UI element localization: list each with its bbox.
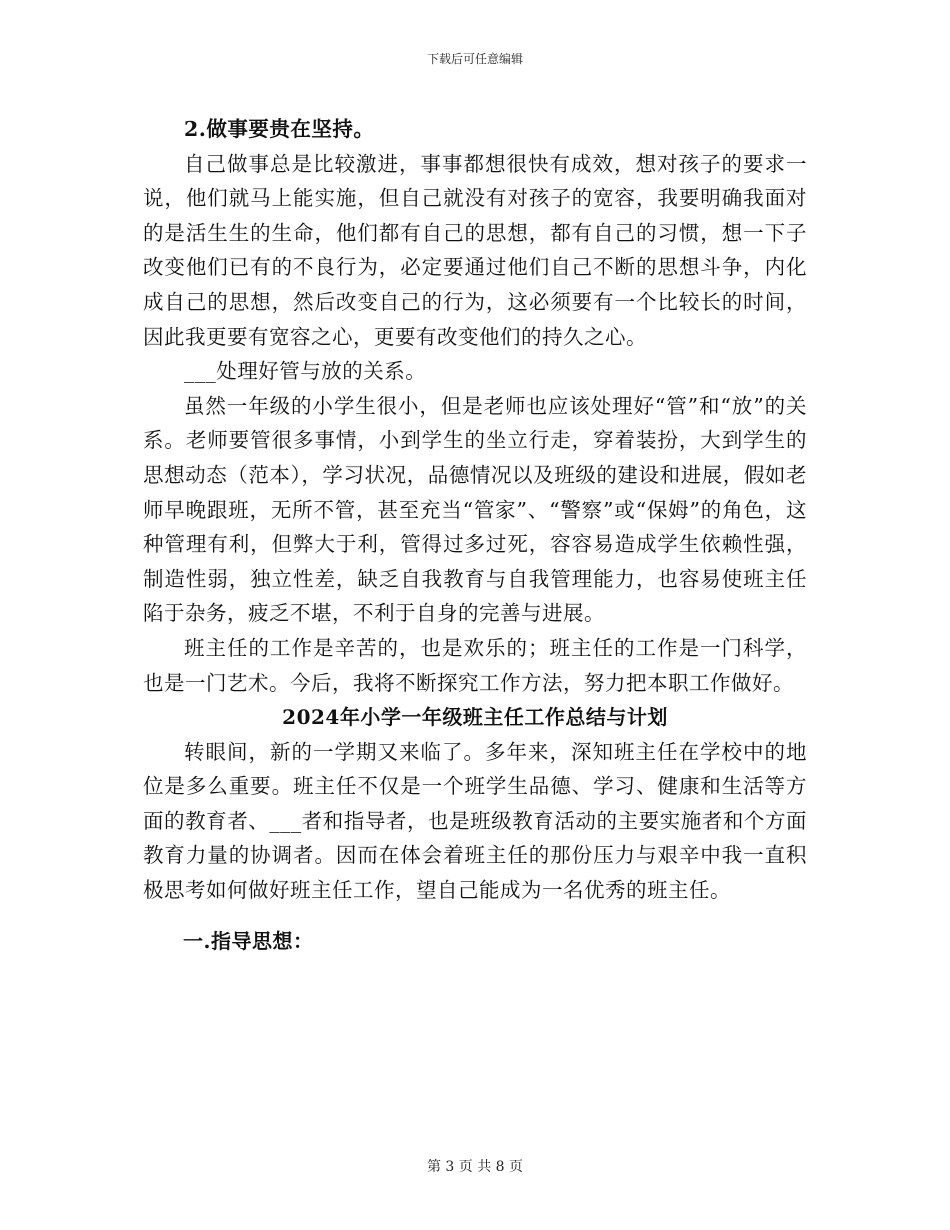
paragraph-1: 自己做事总是比较激进，事事都想很快有成效，想对孩子的要求一说，他们就马上能实施，但自己就没有对孩子的宽容，我要明确我面对的是活生生的生命，他们都有自己的思想，都有自己的习惯，想一下子改变他们已有的不良行为，必定要通过他们自己不断的思想斗争，内化成自己的思想，然后改变自己的行为，这必须要有一个比较长的时间，因此我更要有宽容之心，更要有改变他们的持久之心。 bbox=[143, 151, 807, 349]
paragraph-2: ___处理好管与放的关系。 bbox=[184, 359, 427, 384]
document-body bbox=[143, 112, 807, 958]
sub-heading-guiding-ideology: 一.指导思想： bbox=[183, 928, 314, 953]
section-heading-2: 2.做事要贵在坚持。 bbox=[184, 117, 375, 141]
paragraph-5: 转眼间，新的一学期又来临了。多年来，深知班主任在学校中的地位是多么重要。班主任不仅是一个班学生品德、学习、健康和生活等方面的教育者、___者和指导者，也是班级教育活动的主要实施者和个方面教育力量的协调者。因而在体会着班主任的那份压力与艰辛中我一直积极思考如何做好班主任工作，望自己能成为一名优秀的班主任。 bbox=[143, 739, 807, 903]
paragraph-4: 班主任的工作是辛苦的，也是欢乐的；班主任的工作是一门科学，也是一门艺术。今后，我将不断探究工作方法，努力把本职工作做好。 bbox=[143, 635, 807, 695]
page-number: 第 3 页 共 8 页 bbox=[426, 1159, 524, 1175]
document-title: 2024年小学一年级班主任工作总结与计划 bbox=[282, 705, 668, 730]
paragraph-3: 虽然一年级的小学生很小，但是老师也应该处理好“管”和“放”的关系。老师要管很多事情，小到学生的坐立行走，穿着装扮，大到学生的思想动态（范本），学习状况，品德情况以及班级的建设和进展，假如老师早晚跟班，无所不管，甚至充当“管家”、“警察”或“保姆”的角色，这种管理有利，但弊大于利，管得过多过死，容容易造成学生依赖性强，制造性弱，独立性差，缺乏自我教育与自我管理能力，也容易使班主任陷于杂务，疲乏不堪，不利于自身的完善与进展。 bbox=[143, 393, 807, 626]
header-note: 下载后可任意编辑 bbox=[426, 52, 523, 66]
